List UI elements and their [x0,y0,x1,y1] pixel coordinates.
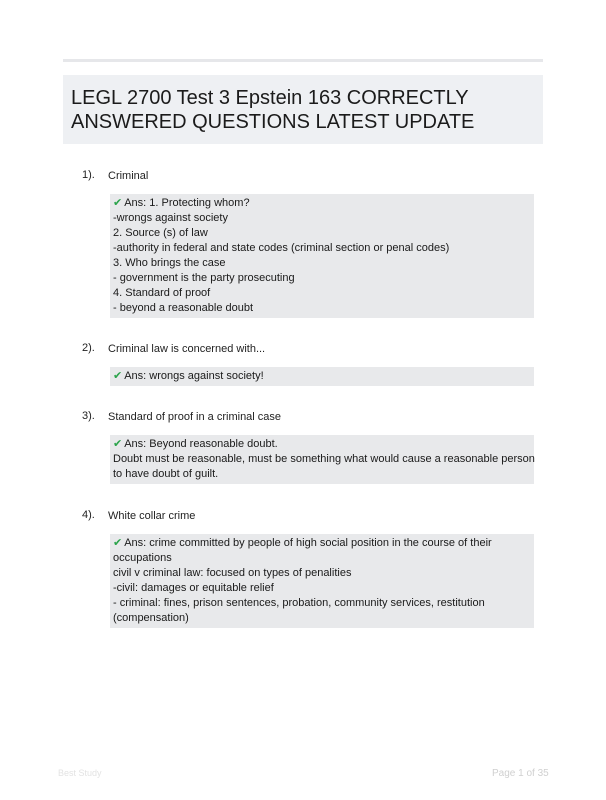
answer-line: -authority in federal and state codes (criminal section or penal codes) [113,242,450,254]
question-text: Standard of proof in a criminal case [108,411,282,423]
answer-box [110,534,534,628]
question-text: Criminal [108,170,149,182]
answer-line: ✔ Ans: 1. Protecting whom? [113,197,250,209]
title-banner [63,75,543,144]
question-text: Criminal law is concerned with... [108,343,266,355]
check-icon: ✔ [113,197,123,209]
question-number: 3). [82,410,95,422]
page-title: LEGL 2700 Test 3 Epstein 163 CORRECTLY ANSWERED QUESTIONS LATEST UPDATE [71,87,475,133]
question-number: 2). [82,342,95,354]
answer-line: -civil: damages or equitable relief [113,582,274,594]
answer-line: - criminal: fines, prison sentences, probation, community services, restitution [113,597,485,609]
footer-watermark: Best Study [58,768,102,778]
answer-line: civil v criminal law: focused on types of penalities [113,567,352,579]
page-number: Page 1 of 35 [492,768,549,779]
answer-box [110,367,534,386]
question-text: White collar crime [108,510,196,522]
answer-line: 4. Standard of proof [113,287,211,299]
answer-line: to have doubt of guilt. [113,468,219,480]
answer-line: (compensation) [113,612,189,624]
question-number: 4). [82,509,95,521]
answer-line: -wrongs against society [113,212,228,224]
answer-line: Doubt must be reasonable, must be something what would cause a reasonable person [113,453,535,465]
answer-line: - government is the party prosecuting [113,272,295,284]
question-number: 1). [82,169,95,181]
answer-line: ✔ Ans: Beyond reasonable doubt. [113,438,278,450]
answer-box [110,435,534,484]
answer-line: ✔ Ans: wrongs against society! [113,370,264,382]
answer-box [110,194,534,318]
check-icon: ✔ [113,370,123,382]
check-icon: ✔ [113,537,123,549]
answer-line: 3. Who brings the case [113,257,226,269]
top-divider [63,59,543,62]
answer-line: ✔ Ans: crime committed by people of high social position in the course of their [113,537,492,549]
check-icon: ✔ [113,438,123,450]
answer-line: 2. Source (s) of law [113,227,208,239]
answer-line: - beyond a reasonable doubt [113,302,254,314]
answer-line: occupations [113,552,172,564]
